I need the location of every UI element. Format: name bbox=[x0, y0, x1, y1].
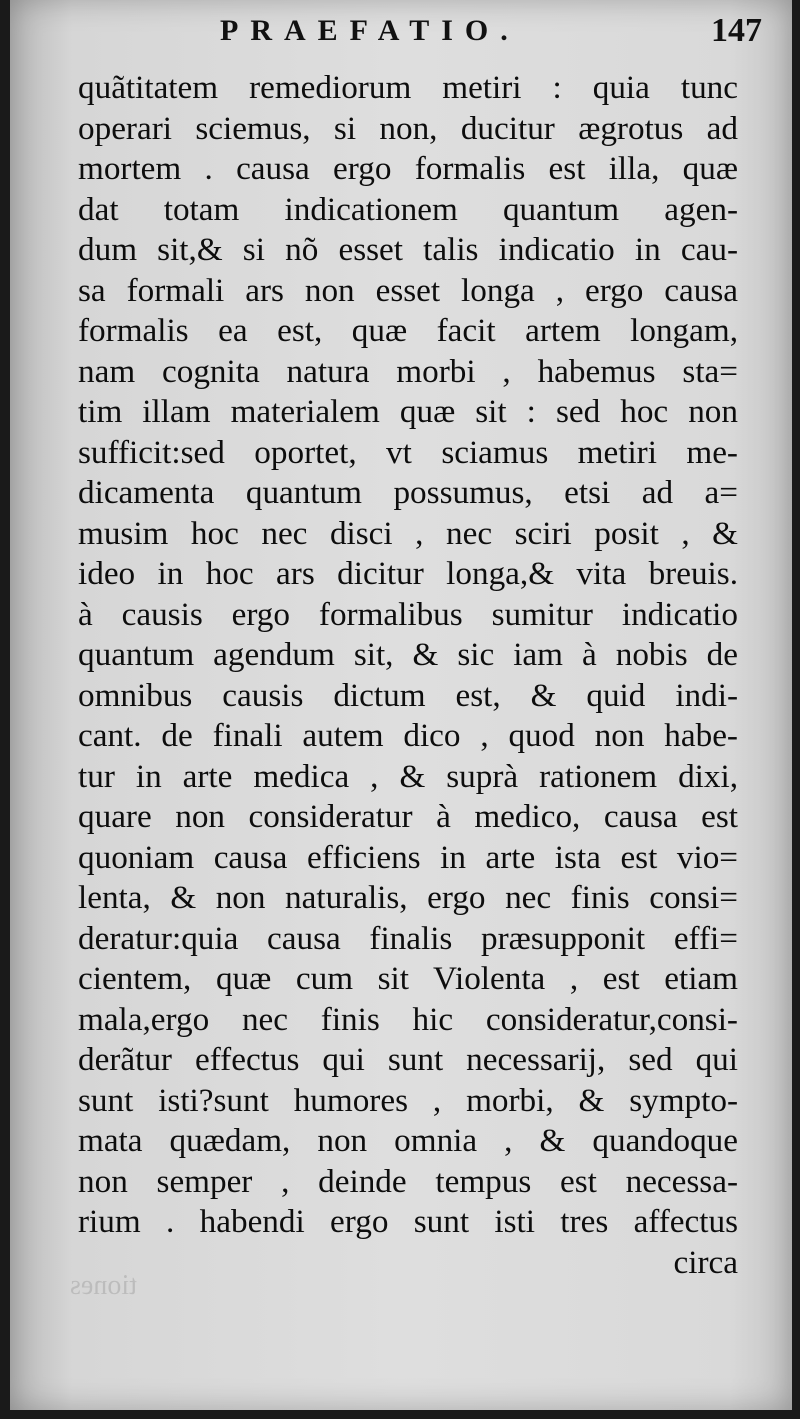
text-line: sunt isti?sunt humores , morbi, & sympto- bbox=[78, 1081, 738, 1119]
text-line: sufficit:sed oportet, vt sciamus metiri me- bbox=[78, 433, 738, 471]
text-line: dat totam indicationem quantum agen- bbox=[78, 190, 738, 228]
text-line: tim illam materialem quæ sit : sed hoc non bbox=[78, 393, 738, 430]
text-line: tur in arte medica , & suprà rationem dixi, bbox=[78, 757, 738, 795]
text-line: deratur:quia causa finalis præsupponit effi= bbox=[78, 919, 738, 957]
text-line: cientem, quæ cum sit Violenta , est etiam bbox=[78, 960, 738, 997]
text-line: musim hoc nec disci , nec sciri posit , & bbox=[78, 514, 738, 552]
text-line: dicamenta quantum possumus, etsi ad a= bbox=[78, 474, 738, 511]
catchword: circa bbox=[673, 1243, 738, 1281]
page-number: 147 bbox=[711, 12, 762, 49]
text-line: cant. de finali autem dico , quod non habe- bbox=[78, 717, 738, 754]
text-line: sa formali ars non esset longa , ergo causa bbox=[78, 271, 738, 309]
text-line: dum sit,& si nõ esset talis indicatio in cau- bbox=[78, 231, 738, 268]
book-page bbox=[10, 0, 792, 1410]
text-line: quoniam causa efficiens in arte ista est vio= bbox=[78, 838, 738, 876]
body-text bbox=[78, 68, 738, 1283]
text-line: omnibus causis dictum est, & quid indi- bbox=[78, 676, 738, 714]
text-line: nam cognita natura morbi , habemus sta= bbox=[78, 352, 738, 390]
text-line: lenta, & non naturalis, ergo nec finis consi= bbox=[78, 879, 738, 916]
text-line: formalis ea est, quæ facit artem longam, bbox=[78, 312, 738, 349]
bleed-through-text: tiones bbox=[70, 1270, 137, 1301]
text-line: quare non consideratur à medico, causa est bbox=[78, 798, 738, 835]
text-line: mortem . causa ergo formalis est illa, quæ bbox=[78, 150, 738, 187]
text-line: mata quædam, non omnia , & quandoque bbox=[78, 1122, 738, 1159]
text-line: quãtitatem remediorum metiri : quia tunc bbox=[78, 69, 738, 106]
page-header bbox=[10, 14, 792, 56]
text-line: quantum agendum sit, & sic iam à nobis de bbox=[78, 636, 738, 673]
text-line: à causis ergo formalibus sumitur indicatio bbox=[78, 595, 738, 633]
text-line: operari sciemus, si non, ducitur ægrotus ad bbox=[78, 109, 738, 147]
text-line: mala,ergo nec finis hic consideratur,consi- bbox=[78, 1000, 738, 1038]
text-line: derãtur effectus qui sunt necessarij, sed qui bbox=[78, 1041, 738, 1078]
text-line: non semper , deinde tempus est necessa- bbox=[78, 1162, 738, 1200]
text-line: ideo in hoc ars dicitur longa,& vita breuis. bbox=[78, 555, 738, 592]
running-head: PRAEFATIO. bbox=[220, 14, 520, 47]
text-line: rium . habendi ergo sunt isti tres affectus bbox=[78, 1203, 738, 1240]
